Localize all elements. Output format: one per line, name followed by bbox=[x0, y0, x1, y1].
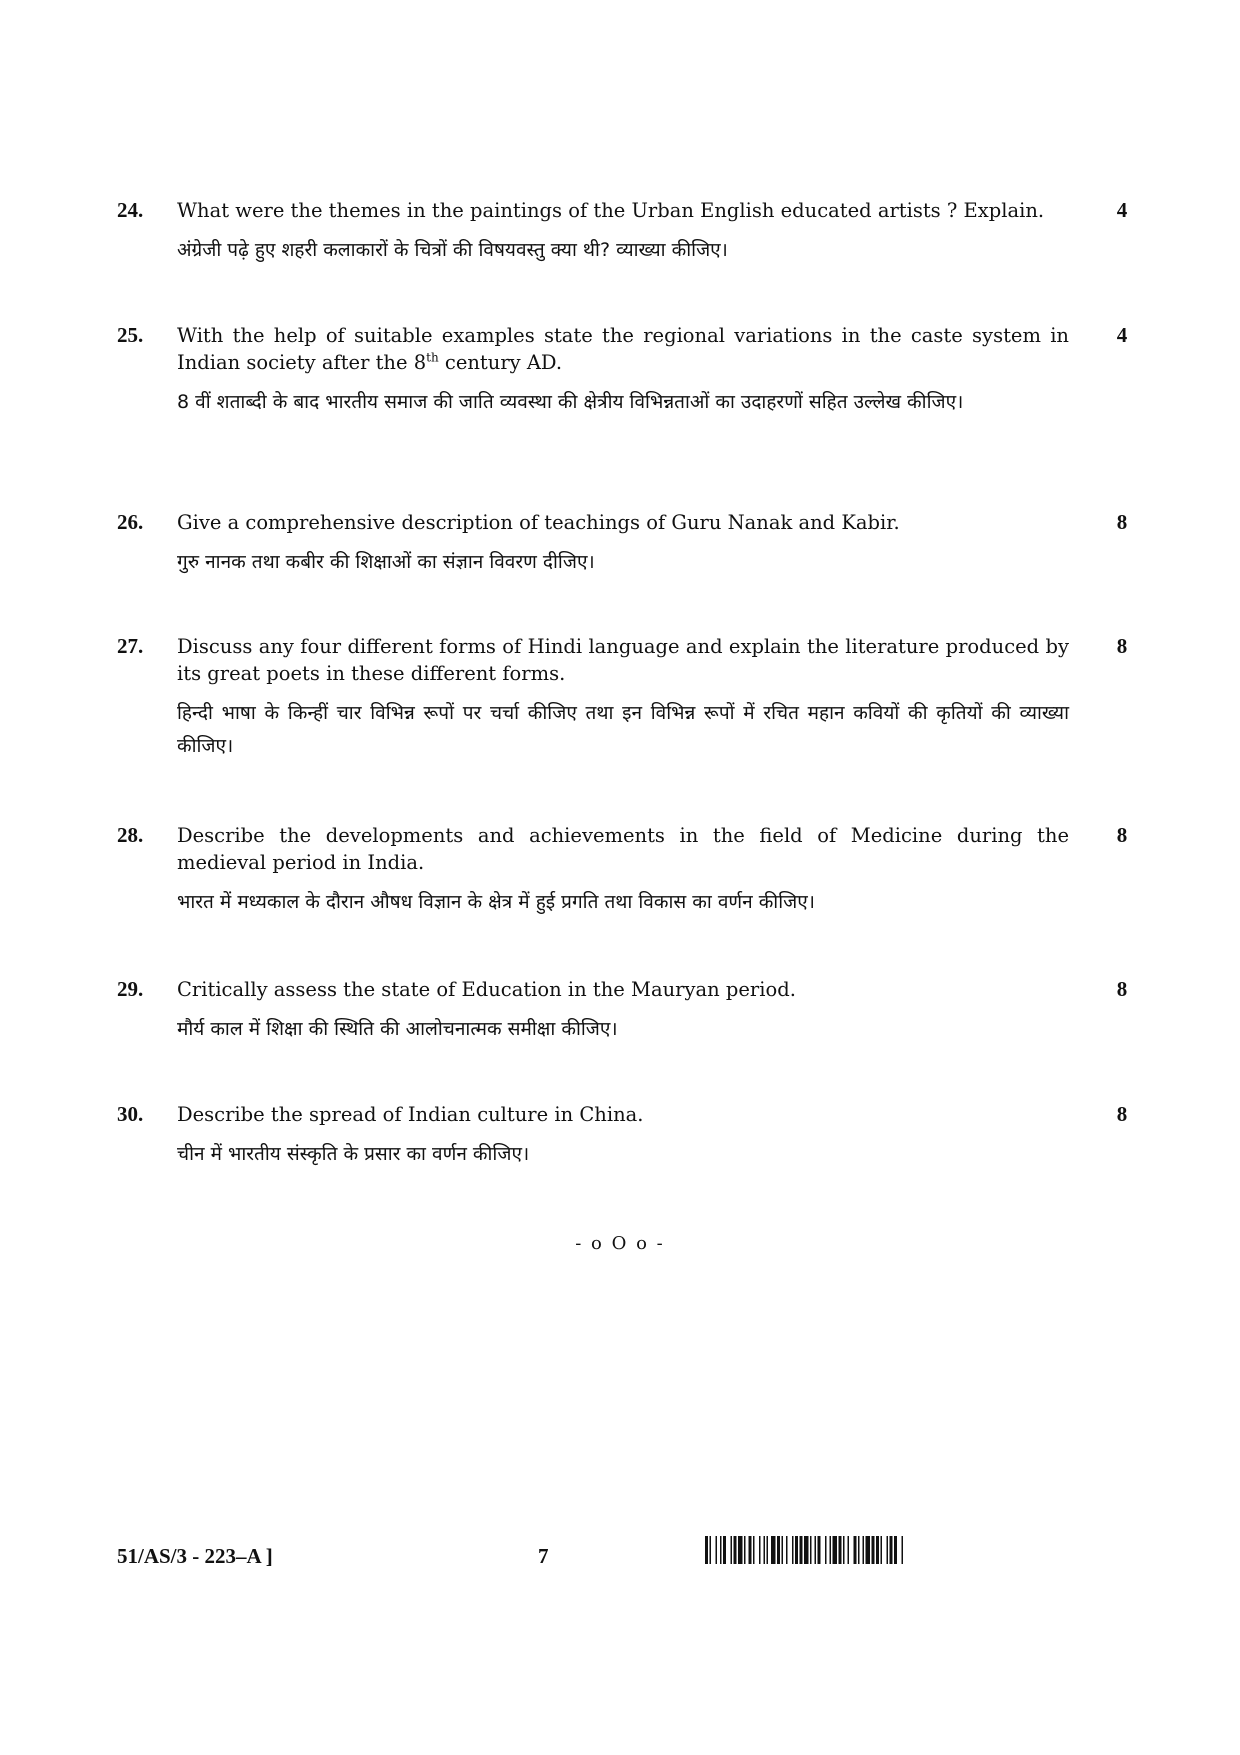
question-marks: 4 bbox=[1116, 198, 1128, 222]
question-text-hindi: गुरु नानक तथा कबीर की शिक्षाओं का संज्ञान विवरण दीजिए। bbox=[177, 551, 595, 573]
question-number: 27. bbox=[117, 634, 144, 658]
question-marks: 8 bbox=[1116, 634, 1128, 658]
question-number: 28. bbox=[117, 823, 144, 847]
question-number: 29. bbox=[117, 977, 144, 1001]
end-of-paper-marker: - o O o - bbox=[575, 1233, 665, 1254]
question-text-hindi: मौर्य काल में शिक्षा की स्थिति की आलोचनात्मक समीक्षा कीजिए। bbox=[177, 1018, 618, 1040]
paper-code: 51/AS/3 - 223–A ] bbox=[117, 1544, 273, 1568]
question-text-hindi: भारत में मध्यकाल के दौरान औषध विज्ञान के क्षेत्र में हुई प्रगति तथा विकास का वर्णन कीजिए। bbox=[177, 891, 815, 913]
question-text-english: Describe the developments and achievements in the field of Medicine during the medieval period in India. bbox=[177, 824, 1069, 874]
question-text-hindi: चीन में भारतीय संस्कृति के प्रसार का वर्णन कीजिए। bbox=[177, 1143, 530, 1165]
question-number: 26. bbox=[117, 510, 144, 534]
question-number: 30. bbox=[117, 1102, 144, 1126]
question-marks: 8 bbox=[1116, 977, 1128, 1001]
question-text-hindi: हिन्दी भाषा के किन्हीं चार विभिन्न रूपों पर चर्चा कीजिए तथा इन विभिन्न रूपों में रचित महान कवियों की कृतियों की व्याख्या कीजिए। bbox=[177, 702, 1069, 757]
question-text-english: Give a comprehensive description of teachings of Guru Nanak and Kabir. bbox=[177, 511, 900, 534]
question-text-english: Discuss any four different forms of Hindi language and explain the literature produced by its great poets in these different forms. bbox=[177, 635, 1069, 685]
question-number: 25. bbox=[117, 323, 144, 347]
question-marks: 4 bbox=[1116, 323, 1128, 347]
question-number: 24. bbox=[117, 198, 144, 222]
barcode-image bbox=[705, 1536, 1003, 1564]
question-text-english: What were the themes in the paintings of the Urban English educated artists ? Explain. bbox=[177, 199, 1045, 222]
question-marks: 8 bbox=[1116, 823, 1128, 847]
question-marks: 8 bbox=[1116, 1102, 1128, 1126]
question-marks: 8 bbox=[1116, 510, 1128, 534]
ordinal-suffix: th bbox=[426, 350, 439, 365]
question-text-english: Critically assess the state of Education in the Mauryan period. bbox=[177, 978, 796, 1001]
question-text-part: With the help of suitable examples state the regional variations in the caste system in Indian society after the 8 bbox=[177, 324, 1069, 374]
question-text-hindi: 8 वीं शताब्दी के बाद भारतीय समाज की जाति व्यवस्था की क्षेत्रीय विभिन्नताओं का उदाहरणों सहित उल्लेख कीजिए। bbox=[177, 391, 964, 413]
question-text-english: Describe the spread of Indian culture in China. bbox=[177, 1103, 644, 1126]
page-number: 7 bbox=[538, 1544, 549, 1568]
question-text-part: century AD. bbox=[438, 351, 563, 374]
question-text-english bbox=[177, 322, 1069, 376]
question-text-hindi: अंग्रेजी पढ़े हुए शहरी कलाकारों के चित्रों की विषयवस्तु क्या थी? व्याख्या कीजिए। bbox=[177, 239, 728, 261]
